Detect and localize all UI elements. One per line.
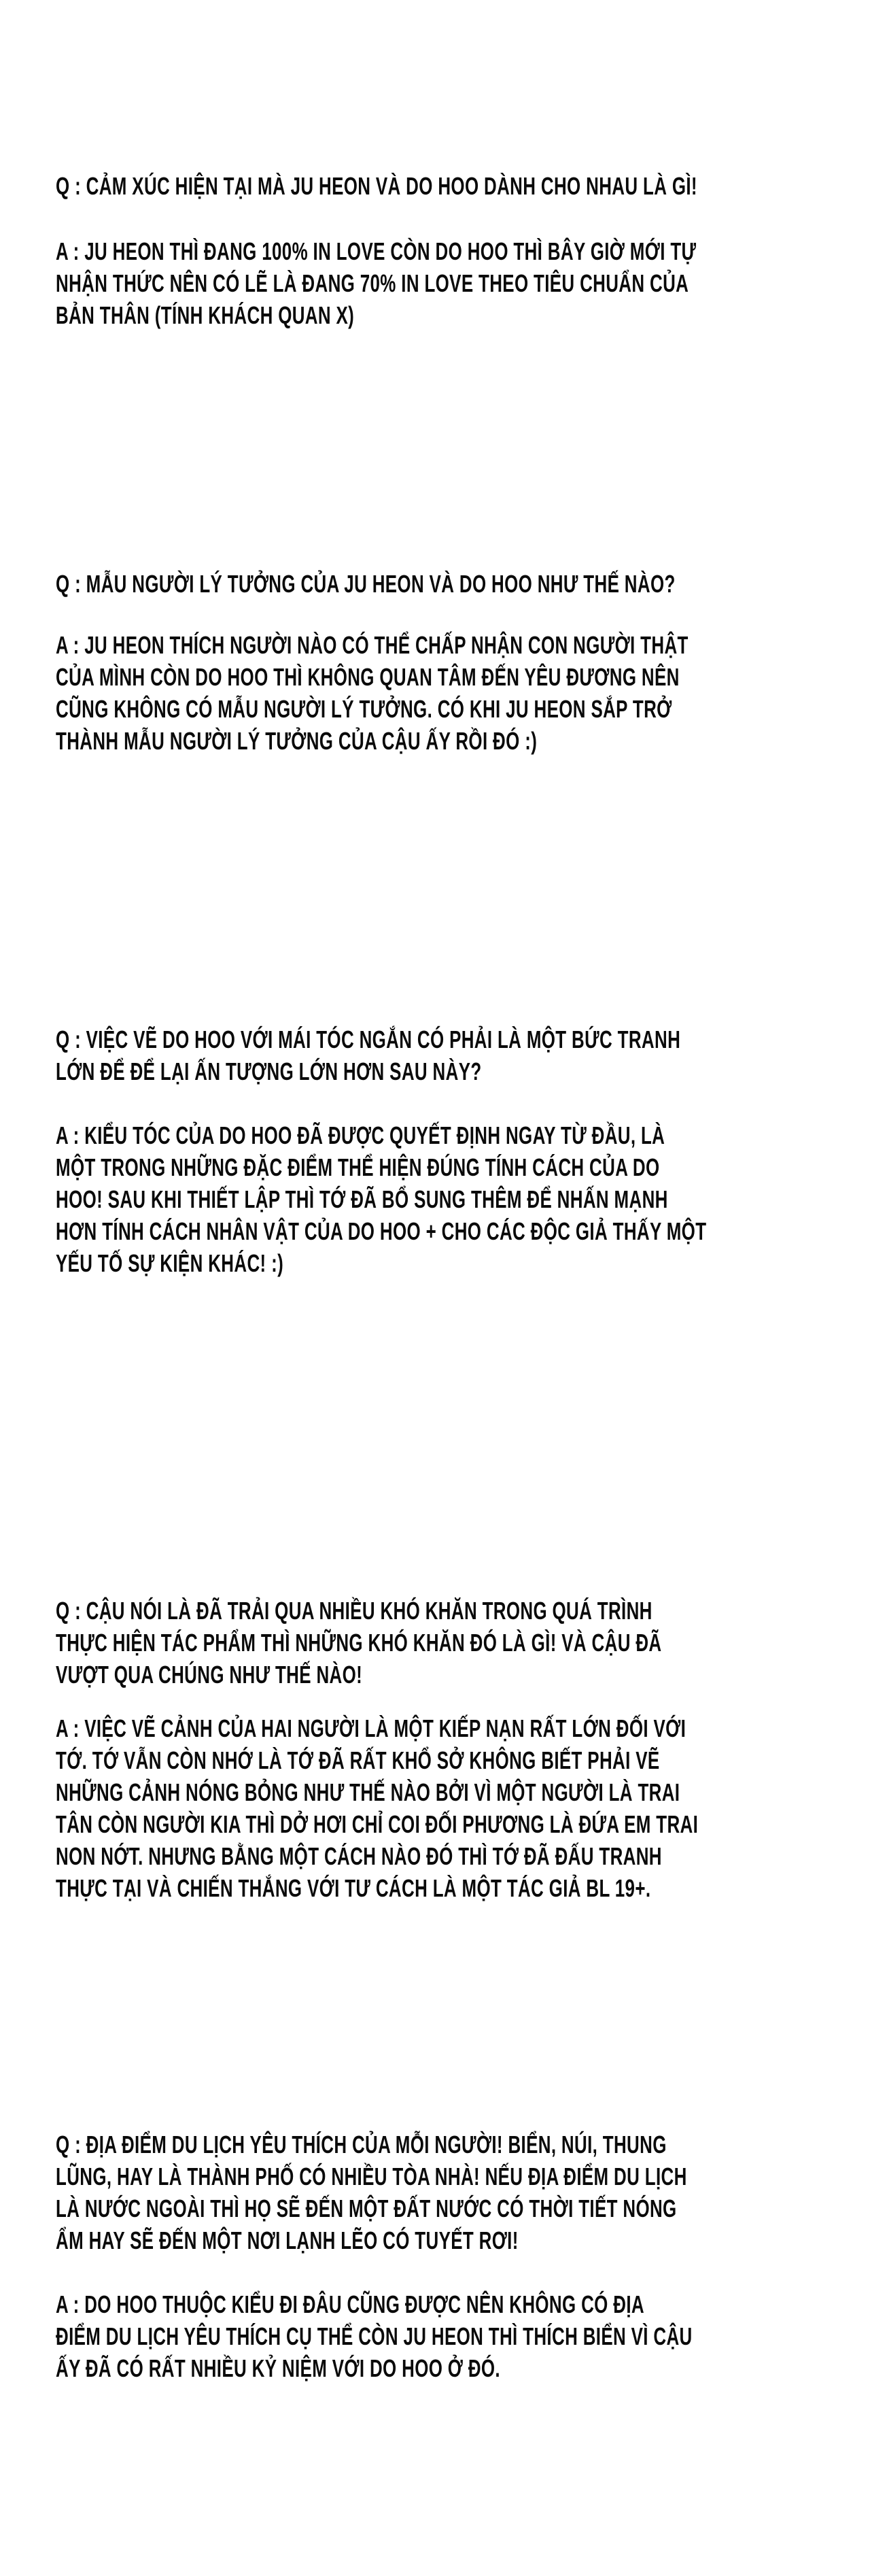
question-line: LÀ NƯỚC NGOÀI THÌ HỌ SẼ ĐẾN MỘT ĐẤT NƯỚC CÓ THỜI TIẾT NÓNG — [56, 2194, 677, 2222]
answer-line: ĐIỂM DU LỊCH YÊU THÍCH CỤ THỂ CÒN JU HEON THÌ THÍCH BIỂN VÌ CẬU — [56, 2322, 693, 2350]
answer-3 — [56, 1119, 858, 1279]
answer-2 — [56, 629, 858, 757]
answer-line: NON NỚT. NHƯNG BẰNG MỘT CÁCH NÀO ĐÓ THÌ TỚ ĐÃ ĐẤU TRANH — [56, 1842, 662, 1870]
answer-line: YẾU TỐ SỰ KIỆN KHÁC! :) — [56, 1249, 284, 1277]
answer-4 — [56, 1712, 858, 1904]
question-line: Q : VIỆC VẼ DO HOO VỚI MÁI TÓC NGẮN CÓ PHẢI LÀ MỘT BỨC TRANH — [56, 1026, 681, 1053]
question-3 — [56, 1023, 858, 1087]
question-1 — [56, 170, 858, 202]
answer-line: HƠN TÍNH CÁCH NHÂN VẬT CỦA DO HOO + CHO CÁC ĐỘC GIẢ THẤY MỘT — [56, 1217, 707, 1245]
question-line: Q : MẪU NGƯỜI LÝ TƯỞNG CỦA JU HEON VÀ DO HOO NHƯ THẾ NÀO? — [56, 570, 676, 598]
answer-line: ẤY ĐÃ CÓ RẤT NHIỀU KỶ NIỆM VỚI DO HOO Ở ĐÓ. — [56, 2354, 500, 2382]
question-line: Q : CẬU NÓI LÀ ĐÃ TRẢI QUA NHIỀU KHÓ KHĂN TRONG QUÁ TRÌNH — [56, 1597, 652, 1625]
answer-line: CŨNG KHÔNG CÓ MẪU NGƯỜI LÝ TƯỞNG. CÓ KHI JU HEON SẮP TRỞ — [56, 695, 672, 723]
answer-line: NHỮNG CẢNH NÓNG BỎNG NHƯ THẾ NÀO BỞI VÌ MỘT NGƯỜI LÀ TRAI — [56, 1778, 680, 1806]
answer-line: A : JU HEON THÌ ĐANG 100% IN LOVE CÒN DO HOO THÌ BÂY GIỜ MỚI TỰ — [56, 237, 697, 265]
answer-line: HOO! SAU KHI THIẾT LẬP THÌ TỚ ĐÃ BỔ SUNG THÊM ĐỂ NHẤN MẠNH — [56, 1185, 668, 1213]
question-line: ẨM HAY SẼ ĐẾN MỘT NƠI LẠNH LẼO CÓ TUYẾT RƠI! — [56, 2226, 519, 2254]
answer-line: A : DO HOO THUỘC KIỂU ĐI ĐÂU CŨNG ĐƯỢC NÊN KHÔNG CÓ ĐỊA — [56, 2290, 644, 2318]
answer-line: A : VIỆC VẼ CẢNH CỦA HAI NGƯỜI LÀ MỘT KIẾP NẠN RẤT LỚN ĐỐI VỚI — [56, 1714, 686, 1742]
question-line: VƯỢT QUA CHÚNG NHƯ THẾ NÀO! — [56, 1661, 363, 1689]
answer-line: A : KIỂU TÓC CỦA DO HOO ĐÃ ĐƯỢC QUYẾT ĐỊNH NGAY TỪ ĐẦU, LÀ — [56, 1121, 665, 1149]
answer-line: THỰC TẠI VÀ CHIẾN THẮNG VỚI TƯ CÁCH LÀ MỘT TÁC GIẢ BL 19+. — [56, 1874, 651, 1902]
question-5 — [56, 2129, 858, 2256]
answer-line: A : JU HEON THÍCH NGƯỜI NÀO CÓ THỂ CHẤP NHẬN CON NGƯỜI THẬT — [56, 631, 689, 659]
answer-line: BẢN THÂN (TÍNH KHÁCH QUAN X) — [56, 301, 355, 329]
answer-line: NHẬN THỨC NÊN CÓ LẼ LÀ ĐANG 70% IN LOVE THEO TIÊU CHUẨN CỦA — [56, 269, 689, 297]
answer-line: MỘT TRONG NHỮNG ĐẶC ĐIỂM THỂ HIỆN ĐÚNG TÍNH CÁCH CỦA DO — [56, 1153, 660, 1181]
answer-line: TÂN CÒN NGƯỜI KIA THÌ DỞ HƠI CHỈ COI ĐỐI PHƯƠNG LÀ ĐỨA EM TRAI — [56, 1810, 699, 1838]
answer-1 — [56, 235, 858, 331]
question-line: Q : ĐỊA ĐIỂM DU LỊCH YÊU THÍCH CỦA MỖI NGƯỜI! BIỂN, NÚI, THUNG — [56, 2131, 667, 2158]
question-4 — [56, 1595, 858, 1691]
answer-line: TỚ. TỚ VẪN CÒN NHỚ LÀ TỚ ĐÃ RẤT KHỔ SỞ KHÔNG BIẾT PHẢI VẼ — [56, 1746, 660, 1774]
answer-line: CỦA MÌNH CÒN DO HOO THÌ KHÔNG QUAN TÂM ĐẾN YÊU ĐƯƠNG NÊN — [56, 663, 680, 691]
question-2 — [56, 568, 858, 600]
question-line: LỚN ĐỂ ĐỂ LẠI ẤN TƯỢNG LỚN HƠN SAU NÀY? — [56, 1057, 482, 1085]
question-line: Q : CẢM XÚC HIỆN TẠI MÀ JU HEON VÀ DO HOO DÀNH CHO NHAU LÀ GÌ! — [56, 172, 697, 200]
answer-line: THÀNH MẪU NGƯỜI LÝ TƯỞNG CỦA CẬU ẤY RỒI ĐÓ :) — [56, 727, 538, 755]
question-line: THỰC HIỆN TÁC PHẨM THÌ NHỮNG KHÓ KHĂN ĐÓ LÀ GÌ! VÀ CẬU ĐÃ — [56, 1629, 662, 1657]
answer-5 — [56, 2288, 858, 2384]
question-line: LŨNG, HAY LÀ THÀNH PHỐ CÓ NHIỀU TÒA NHÀ! NẾU ĐỊA ĐIỂM DU LỊCH — [56, 2163, 687, 2190]
